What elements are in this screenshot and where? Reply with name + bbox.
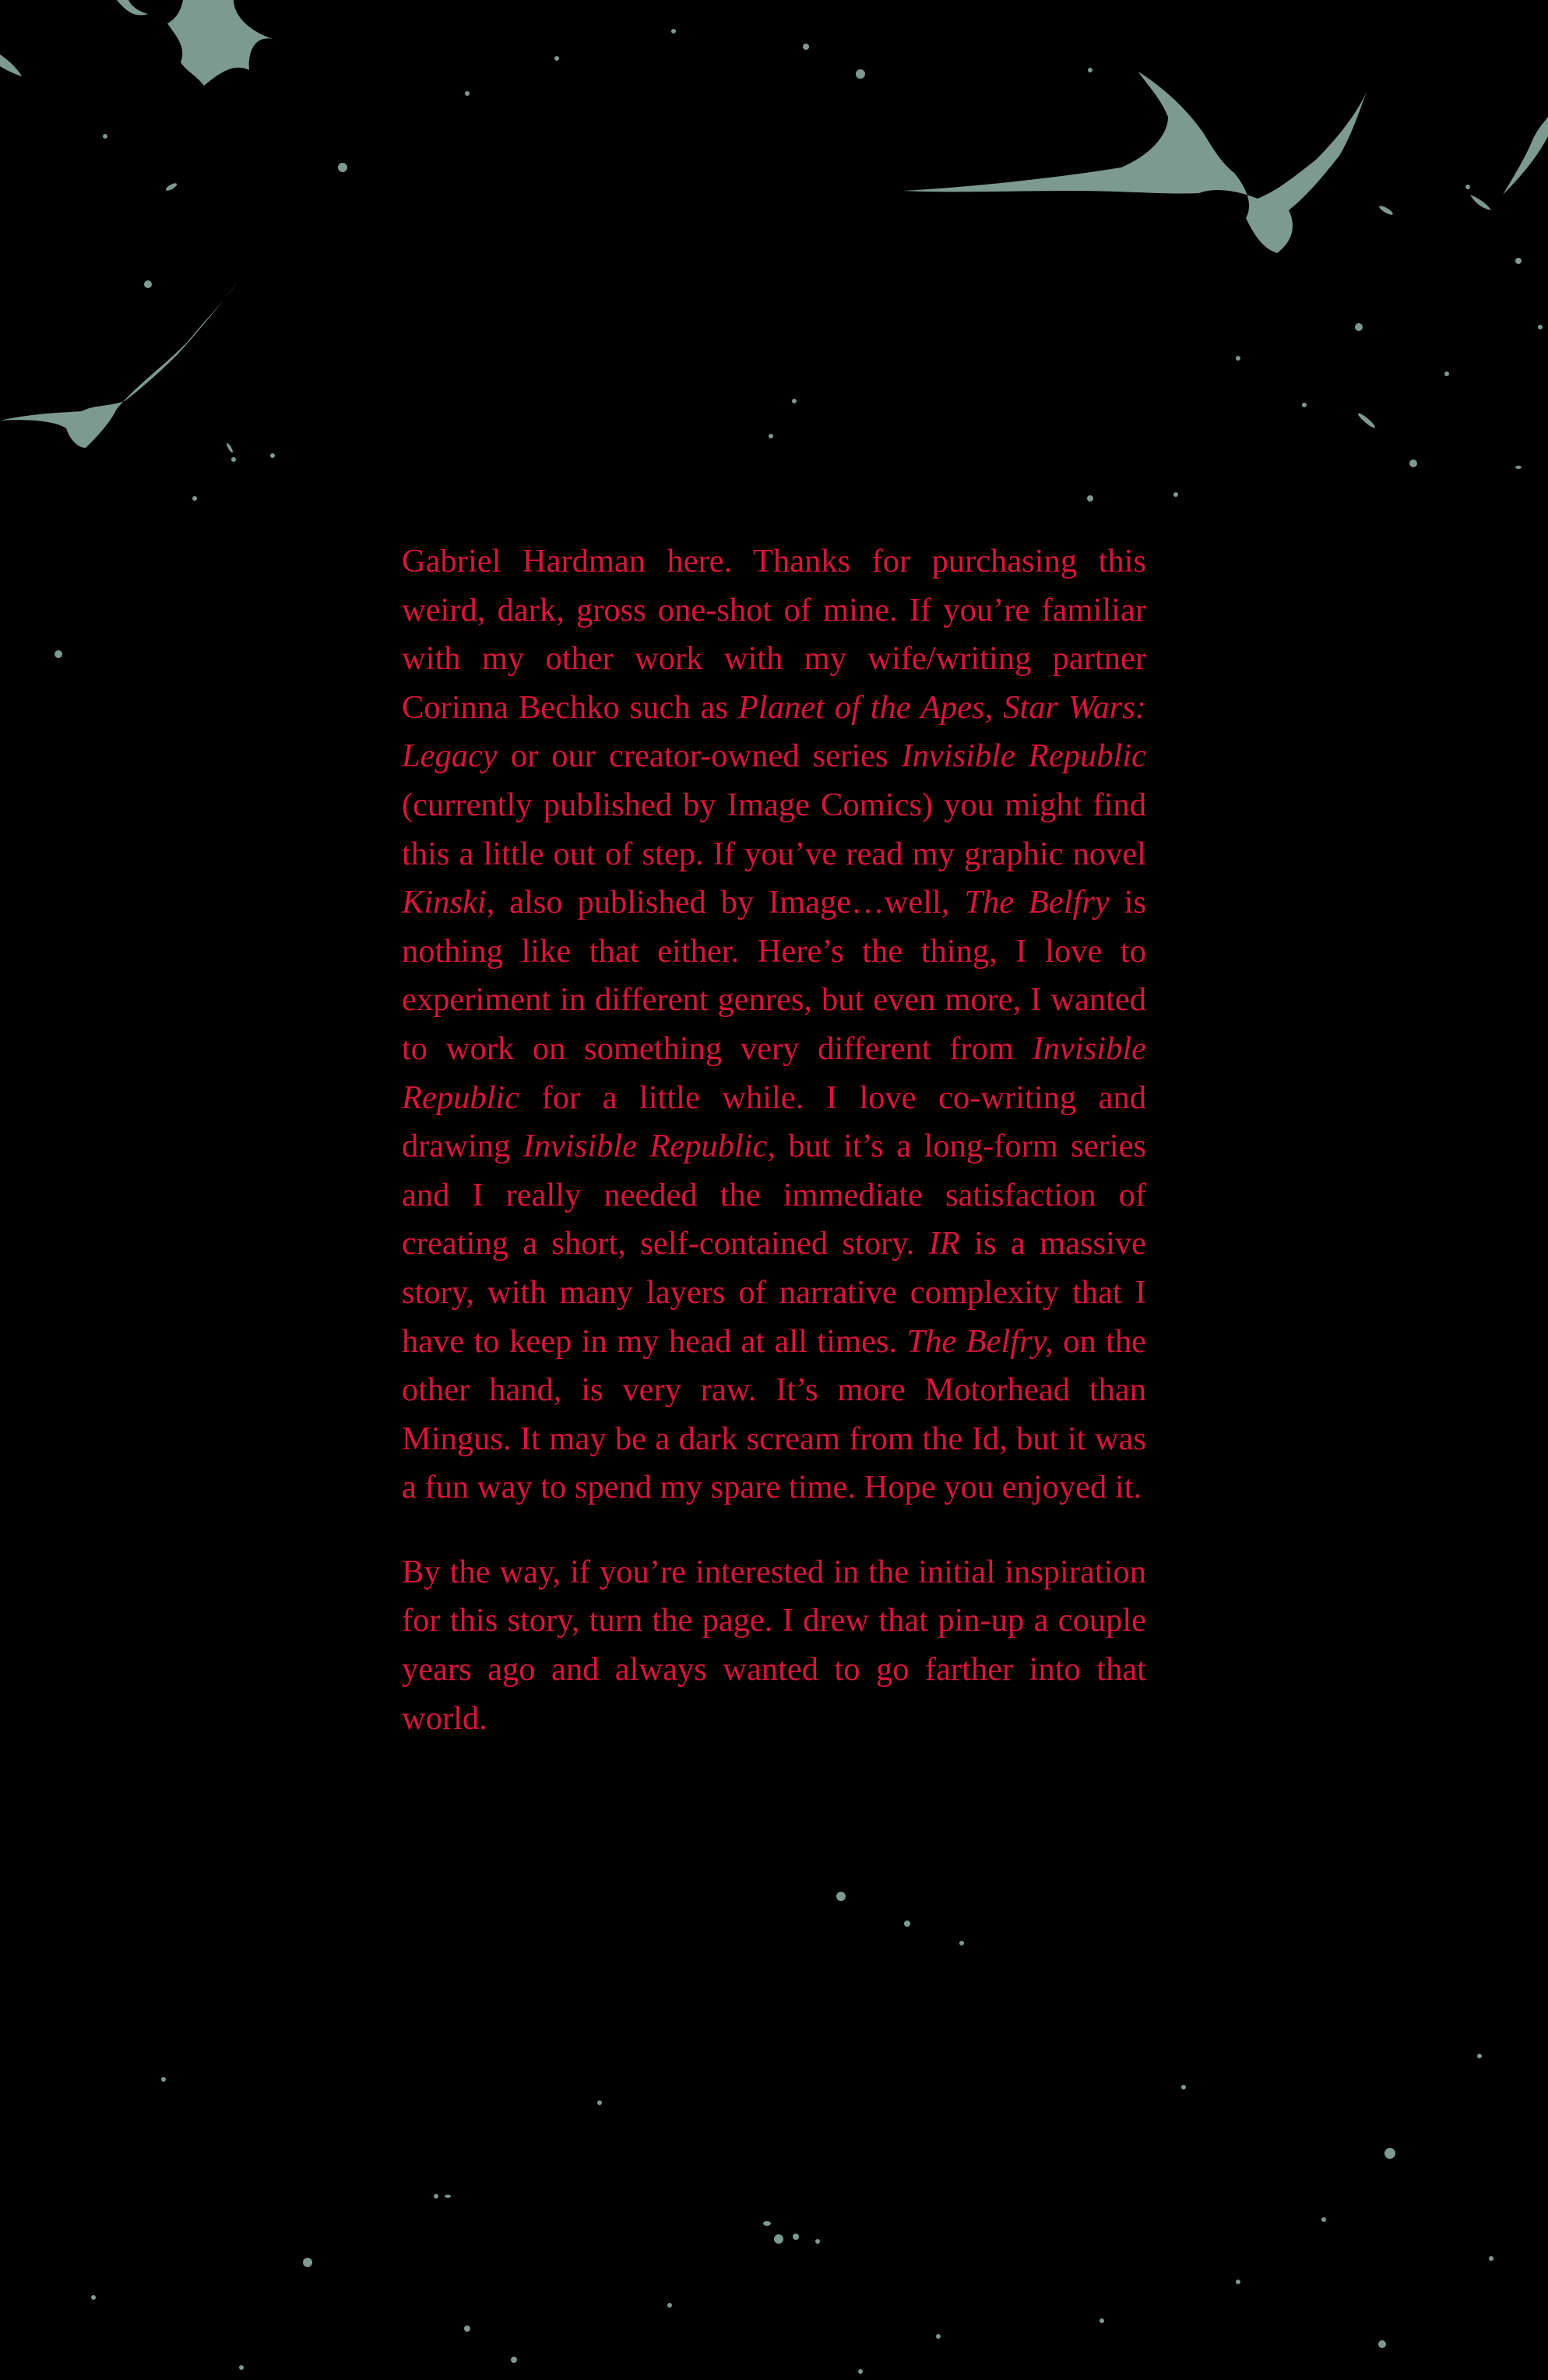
speckle-dot-icon: [1356, 412, 1376, 430]
speckle-dot-icon: [91, 2295, 96, 2300]
letter-text-run: on the other hand, is very raw. It’s more Motorhead than Mingus. It may be a dark scream from the Id, but it was a fun way to spend my spare time. Hope you enjoyed it.: [402, 1322, 1147, 1506]
speckle-dot-icon: [1515, 258, 1522, 264]
speckle-dot-icon: [511, 2357, 517, 2363]
italic-title-text: The Belfry: [964, 884, 1110, 921]
bat-silhouette-icon: [903, 72, 1367, 253]
speckle-dot-icon: [270, 453, 275, 458]
speckle-dot-icon: [856, 69, 865, 79]
bat-silhouette-icon: [1503, 117, 1548, 195]
speckle-dot-icon: [763, 2221, 771, 2226]
italic-title-text: IR: [928, 1225, 960, 1262]
italic-title-text: Kinski: [402, 884, 487, 921]
speckle-dot-icon: [165, 181, 178, 192]
letter-text-run: By the way, if you’re interested in the initial inspiration for this story, turn the page. I drew that pin-up a couple years ago and always wanted to go farther into that world.: [402, 1553, 1146, 1737]
letter-text-run: or our creator-owned series: [497, 738, 902, 775]
speckle-dot-icon: [1099, 2318, 1104, 2323]
italic-title-text: Invisible Republic: [901, 738, 1146, 775]
speckle-dot-icon: [1378, 204, 1394, 216]
speckle-dot-icon: [434, 2194, 438, 2199]
speckle-dot-icon: [144, 280, 152, 288]
speckle-dot-icon: [55, 650, 62, 658]
speckle-dot-icon: [858, 2369, 863, 2374]
speckle-dot-icon: [1236, 356, 1240, 361]
letter-text-run: is nothing like that either. Here’s the thing, I love to experiment in different genres, but even more, I wanted to work on something very different from: [402, 884, 1146, 1067]
speckle-dot-icon: [1477, 2054, 1482, 2058]
speckle-dot-icon: [464, 2325, 470, 2332]
italic-title-text: Invisible Republic: [402, 1030, 1146, 1116]
speckle-dot-icon: [1515, 466, 1522, 469]
letter-text-run: but it’s a long-form series and I really needed the immediate satisfaction of creating a short, self-contained story.: [402, 1128, 1146, 1262]
speckle-dot-icon: [161, 2077, 166, 2082]
speckle-dot-icon: [1489, 2256, 1493, 2261]
letter-text-run: , also published by Image…well,: [486, 884, 965, 921]
speckle-dot-icon: [667, 2303, 672, 2308]
letter-paragraph: [402, 1548, 1146, 1743]
speckle-dot-icon: [338, 163, 347, 172]
speckle-dot-icon: [1302, 403, 1307, 407]
speckle-dot-icon: [1181, 2085, 1186, 2090]
speckle-dot-icon: [1465, 185, 1470, 189]
speckle-dot-icon: [226, 442, 234, 453]
speckle-dot-icon: [303, 2258, 312, 2267]
speckle-dot-icon: [1409, 459, 1417, 467]
letter-text-run: Gabriel Hardman here. Thanks for purchasing this weird, dark, gross one-shot of mine. If you’re familiar with my other work with my wife/writing partner Corinna Bechko such as: [402, 543, 1146, 726]
speckle-dot-icon: [774, 2234, 783, 2244]
speckle-dot-icon: [192, 496, 197, 501]
speckle-dot-icon: [1321, 2217, 1326, 2222]
speckle-dot-icon: [793, 2234, 799, 2240]
italic-title-text: Invisible Republic,: [522, 1128, 776, 1165]
speckle-dot-icon: [815, 2239, 820, 2244]
speckle-dot-icon: [959, 1941, 964, 1945]
bat-silhouette-icon: [0, 55, 22, 76]
speckle-dot-icon: [103, 134, 107, 139]
speckle-dot-icon: [445, 2195, 451, 2198]
speckle-dot-icon: [231, 457, 236, 462]
speckle-dot-icon: [1173, 492, 1178, 497]
speckle-dot-icon: [1444, 371, 1449, 376]
bat-silhouette-icon: [0, 282, 237, 448]
letter-text-run: (currently published by Image Comics) you might find this a little out of step. If you’ve read my graphic novel: [402, 786, 1146, 872]
speckle-dot-icon: [1538, 325, 1543, 329]
bat-silhouette-icon: [1470, 195, 1491, 210]
italic-title-text: The Belfry,: [906, 1322, 1054, 1360]
speckle-dot-icon: [904, 1921, 910, 1927]
speckle-dot-icon: [769, 434, 773, 438]
letter-text-run: is a massive story, with many layers of narrative complexity that I have to keep in my head at all times.: [402, 1225, 1146, 1360]
italic-title-text: Planet of the Apes, Star Wars: Legacy: [402, 688, 1146, 775]
speckle-dot-icon: [1236, 2280, 1240, 2284]
speckle-dot-icon: [597, 2100, 602, 2105]
speckle-dot-icon: [936, 2334, 941, 2339]
letter-text-block: [402, 537, 1146, 1743]
letter-text-run: for a little while. I love co-writing and drawing: [402, 1079, 1146, 1165]
speckle-dot-icon: [1378, 2340, 1386, 2348]
speckle-dot-icon: [1087, 495, 1093, 502]
speckle-dot-icon: [836, 1892, 846, 1901]
speckle-dot-icon: [239, 2365, 244, 2370]
letter-paragraph: [402, 537, 1146, 1512]
speckle-dot-icon: [1355, 323, 1363, 331]
bat-silhouette-icon: [117, 0, 148, 15]
speckle-dot-icon: [671, 29, 676, 33]
speckle-dot-icon: [1384, 2148, 1395, 2159]
speckle-dot-icon: [465, 91, 470, 96]
speckle-dot-icon: [792, 399, 797, 403]
speckle-dot-icon: [1088, 68, 1092, 72]
bat-silhouette-icon: [167, 0, 273, 86]
speckle-dot-icon: [803, 44, 809, 50]
speckle-dot-icon: [554, 56, 559, 61]
